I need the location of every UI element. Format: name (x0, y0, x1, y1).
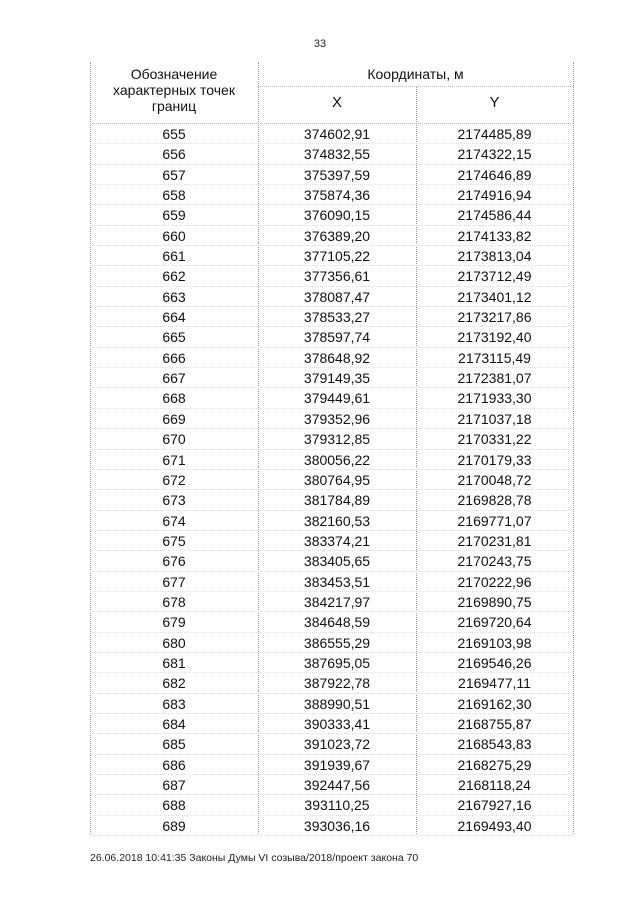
table-row (90, 348, 573, 368)
point-id-cell: 669 (162, 410, 186, 427)
table-row (90, 388, 573, 408)
y-coordinate-cell: 2174133,82 (457, 227, 532, 244)
header-designation-line1: Обозначение (130, 66, 218, 82)
table-row (90, 185, 573, 205)
point-id-cell: 682 (162, 675, 186, 692)
table-row (90, 144, 573, 164)
x-coordinate-cell: 379352,96 (303, 410, 371, 427)
y-coordinate-cell: 2174485,89 (457, 126, 532, 142)
page-number: 33 (313, 38, 327, 50)
x-coordinate-cell: 379312,85 (303, 431, 371, 448)
point-id-cell: 687 (162, 777, 186, 793)
header-x: X (331, 94, 342, 111)
point-id-cell: 666 (162, 349, 186, 366)
x-coordinate-cell: 382160,53 (303, 512, 371, 529)
x-coordinate-cell: 380056,22 (303, 451, 371, 468)
point-id-cell: 665 (162, 329, 186, 346)
point-id-cell: 657 (162, 166, 186, 183)
y-coordinate-cell: 2174322,15 (457, 146, 532, 163)
point-id-cell: 674 (162, 512, 186, 529)
point-id-cell: 680 (162, 634, 186, 651)
point-id-cell: 683 (162, 695, 186, 712)
y-coordinate-cell: 2174916,94 (457, 187, 532, 204)
point-id-cell: 675 (162, 532, 186, 549)
x-coordinate-cell: 379449,61 (303, 390, 371, 407)
point-id-cell: 673 (162, 492, 186, 509)
point-id-cell: 677 (162, 573, 186, 590)
x-coordinate-cell: 378533,27 (303, 309, 371, 326)
y-coordinate-cell: 2171933,30 (457, 390, 532, 407)
x-coordinate-cell: 375874,36 (303, 187, 371, 204)
x-coordinate-cell: 376090,15 (303, 207, 371, 224)
table-row (90, 714, 573, 734)
point-id-cell: 662 (162, 268, 186, 285)
y-coordinate-cell: 2169771,07 (457, 512, 532, 529)
x-coordinate-cell: 383374,21 (303, 532, 371, 549)
y-coordinate-cell: 2170331,22 (457, 431, 532, 448)
table-row (90, 694, 573, 714)
table-header (90, 62, 573, 124)
y-coordinate-cell: 2171037,18 (457, 410, 532, 427)
footer-note: 26.06.2018 10:41:35 Законы Думы VI созыва/2018/проект закона 70 (90, 852, 419, 864)
table-row (90, 205, 573, 225)
x-coordinate-cell: 383453,51 (303, 573, 371, 590)
y-coordinate-cell: 2169720,64 (457, 614, 532, 631)
x-coordinate-cell: 392447,56 (303, 777, 371, 793)
y-coordinate-cell: 2167927,16 (457, 797, 532, 814)
x-coordinate-cell: 387695,05 (303, 654, 371, 671)
y-coordinate-cell: 2173813,04 (457, 248, 532, 265)
x-coordinate-cell: 383405,65 (303, 553, 371, 570)
table-row (90, 246, 573, 266)
y-coordinate-cell: 2172381,07 (457, 370, 532, 387)
y-coordinate-cell: 2168543,83 (457, 736, 532, 753)
header-designation (90, 66, 258, 114)
point-id-cell: 689 (162, 817, 186, 834)
x-coordinate-cell: 378597,74 (303, 329, 371, 346)
x-coordinate-cell: 390333,41 (303, 715, 371, 732)
header-designation-line3: границ (151, 98, 197, 114)
y-coordinate-cell: 2173192,40 (457, 329, 532, 346)
y-coordinate-cell: 2174646,89 (457, 166, 532, 183)
x-coordinate-cell: 387922,78 (303, 675, 371, 692)
table-row (90, 612, 573, 632)
x-coordinate-cell: 393036,16 (303, 817, 371, 834)
y-coordinate-cell: 2173217,86 (457, 309, 532, 326)
x-coordinate-cell: 378648,92 (303, 349, 371, 366)
y-coordinate-cell: 2168118,24 (458, 777, 531, 793)
table-row (90, 287, 573, 307)
table-row (90, 673, 573, 693)
point-id-cell: 661 (162, 248, 186, 265)
table-row (90, 327, 573, 347)
x-coordinate-cell: 377105,22 (303, 248, 371, 265)
y-coordinate-cell: 2170231,81 (457, 532, 532, 549)
point-id-cell: 686 (162, 756, 186, 773)
table-row (90, 653, 573, 673)
x-coordinate-cell: 391939,67 (303, 756, 371, 773)
point-id-cell: 655 (162, 126, 186, 142)
y-coordinate-cell: 2173712,49 (457, 268, 532, 285)
table-row (90, 429, 573, 449)
coordinates-table (90, 62, 573, 836)
y-coordinate-cell: 2168275,29 (457, 756, 532, 773)
y-coordinate-cell: 2170243,75 (457, 553, 532, 570)
table-body (90, 124, 573, 836)
table-row (90, 450, 573, 470)
x-coordinate-cell: 388990,51 (303, 695, 371, 712)
point-id-cell: 668 (162, 390, 186, 407)
y-coordinate-cell: 2169493,40 (457, 817, 532, 834)
point-id-cell: 660 (162, 227, 186, 244)
header-coordinates: Координаты, м (367, 66, 464, 82)
x-coordinate-cell: 375397,59 (303, 166, 371, 183)
y-coordinate-cell: 2170222,96 (457, 573, 532, 590)
point-id-cell: 688 (162, 797, 186, 814)
x-coordinate-cell: 386555,29 (303, 634, 371, 651)
x-coordinate-cell: 380764,95 (303, 471, 371, 488)
table-row (90, 307, 573, 327)
point-id-cell: 679 (162, 614, 186, 631)
table-row (90, 816, 573, 836)
y-coordinate-cell: 2168755,87 (457, 715, 532, 732)
point-id-cell: 656 (162, 146, 186, 163)
y-coordinate-cell: 2169828,78 (457, 492, 532, 509)
y-coordinate-cell: 2169546,26 (457, 654, 532, 671)
point-id-cell: 676 (162, 553, 186, 570)
y-coordinate-cell: 2170048,72 (457, 471, 532, 488)
point-id-cell: 670 (162, 431, 186, 448)
table-row (90, 511, 573, 531)
table-right-border (573, 62, 574, 834)
table-row (90, 755, 573, 775)
point-id-cell: 671 (162, 451, 186, 468)
y-coordinate-cell: 2169890,75 (457, 593, 532, 610)
x-coordinate-cell: 374602,91 (303, 126, 371, 142)
x-coordinate-cell: 379149,35 (303, 370, 371, 387)
x-coordinate-cell: 377356,61 (303, 268, 371, 285)
point-id-cell: 663 (162, 288, 186, 305)
table-row (90, 409, 573, 429)
table-row (90, 490, 573, 510)
table-row (90, 572, 573, 592)
point-id-cell: 672 (162, 471, 186, 488)
y-coordinate-cell: 2170179,33 (457, 451, 532, 468)
table-row (90, 266, 573, 286)
y-coordinate-cell: 2173401,12 (457, 288, 532, 305)
header-sub-divider (258, 86, 573, 87)
header-designation-line2: характерных точек (113, 82, 235, 98)
table-row (90, 165, 573, 185)
point-id-cell: 667 (162, 370, 186, 387)
table-row (90, 124, 573, 144)
y-coordinate-cell: 2173115,49 (458, 349, 531, 366)
y-coordinate-cell: 2169477,11 (458, 675, 531, 692)
point-id-cell: 658 (162, 187, 186, 204)
table-row (90, 633, 573, 653)
x-coordinate-cell: 381784,89 (303, 492, 371, 509)
table-row (90, 795, 573, 815)
table-row (90, 734, 573, 754)
table-row (90, 531, 573, 551)
x-coordinate-cell: 391023,72 (303, 736, 371, 753)
y-coordinate-cell: 2169103,98 (457, 634, 532, 651)
point-id-cell: 678 (162, 593, 186, 610)
table-row (90, 551, 573, 571)
point-id-cell: 684 (162, 715, 186, 732)
x-coordinate-cell: 384648,59 (303, 614, 371, 631)
table-row (90, 368, 573, 388)
y-coordinate-cell: 2174586,44 (457, 207, 532, 224)
x-coordinate-cell: 393110,25 (304, 797, 370, 814)
point-id-cell: 659 (162, 207, 186, 224)
y-coordinate-cell: 2169162,30 (457, 695, 532, 712)
table-row (90, 470, 573, 490)
table-row (90, 226, 573, 246)
table-row (90, 775, 573, 795)
x-coordinate-cell: 378087,47 (303, 288, 371, 305)
x-coordinate-cell: 384217,97 (303, 593, 371, 610)
header-y: Y (489, 94, 500, 111)
point-id-cell: 664 (162, 309, 186, 326)
x-coordinate-cell: 374832,55 (303, 146, 371, 163)
table-row (90, 592, 573, 612)
point-id-cell: 681 (162, 654, 186, 671)
point-id-cell: 685 (162, 736, 186, 753)
x-coordinate-cell: 376389,20 (303, 227, 371, 244)
